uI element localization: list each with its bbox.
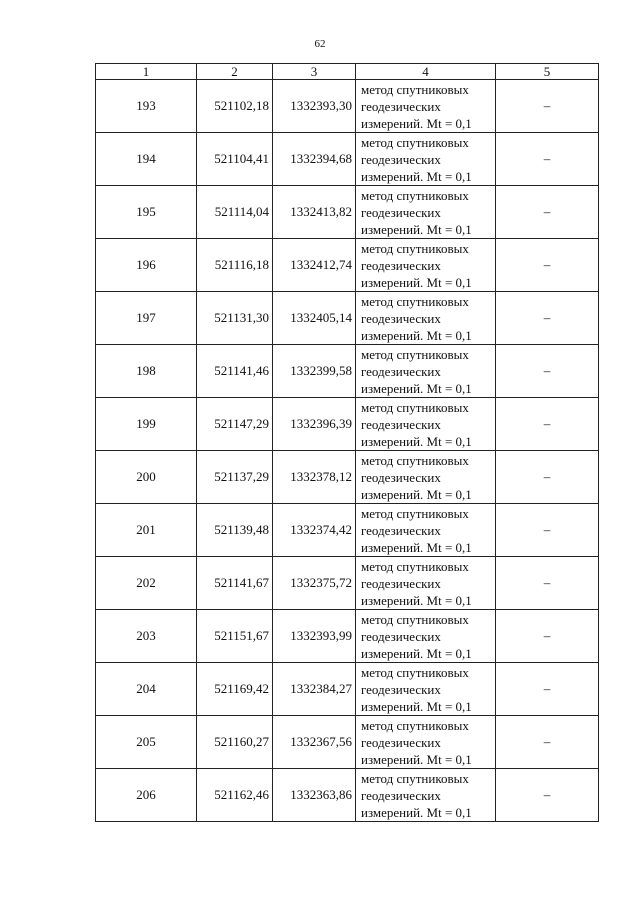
note-cell: –: [496, 557, 599, 610]
point-number-cell: 203: [96, 610, 197, 663]
method-cell: [356, 610, 496, 663]
method-line: геодезических: [361, 628, 441, 644]
method-line: измерений. Mt = 0,1: [361, 380, 472, 396]
point-number-cell: 201: [96, 504, 197, 557]
method-line: метод спутниковых: [361, 717, 469, 733]
point-number-cell: 194: [96, 133, 197, 186]
method-line: геодезических: [361, 257, 441, 273]
table-row: [96, 133, 599, 186]
method-line: геодезических: [361, 416, 441, 432]
method-line: геодезических: [361, 469, 441, 485]
method-line: метод спутниковых: [361, 505, 469, 521]
method-line: метод спутниковых: [361, 240, 469, 256]
table-row: [96, 504, 599, 557]
note-cell: –: [496, 345, 599, 398]
method-line: измерений. Mt = 0,1: [361, 592, 472, 608]
x-coordinate-cell: 521169,42: [197, 663, 273, 716]
note-cell: –: [496, 663, 599, 716]
x-coordinate-cell: 521116,18: [197, 239, 273, 292]
x-coordinate-cell: 521151,67: [197, 610, 273, 663]
note-cell: –: [496, 610, 599, 663]
x-coordinate-cell: 521104,41: [197, 133, 273, 186]
method-line: метод спутниковых: [361, 770, 469, 786]
point-number-cell: 204: [96, 663, 197, 716]
y-coordinate-cell: 1332399,58: [273, 345, 356, 398]
point-number-cell: 199: [96, 398, 197, 451]
method-line: измерений. Mt = 0,1: [361, 433, 472, 449]
y-coordinate-cell: 1332413,82: [273, 186, 356, 239]
y-coordinate-cell: 1332384,27: [273, 663, 356, 716]
note-cell: –: [496, 186, 599, 239]
y-coordinate-cell: 1332394,68: [273, 133, 356, 186]
note-cell: –: [496, 80, 599, 133]
point-number-cell: 197: [96, 292, 197, 345]
y-coordinate-cell: 1332367,56: [273, 716, 356, 769]
y-coordinate-cell: 1332412,74: [273, 239, 356, 292]
method-line: измерений. Mt = 0,1: [361, 168, 472, 184]
point-number-cell: 196: [96, 239, 197, 292]
table-row: [96, 80, 599, 133]
note-cell: –: [496, 398, 599, 451]
y-coordinate-cell: 1332393,30: [273, 80, 356, 133]
method-line: измерений. Mt = 0,1: [361, 698, 472, 714]
method-line: измерений. Mt = 0,1: [361, 274, 472, 290]
table-row: [96, 610, 599, 663]
method-cell: [356, 398, 496, 451]
point-number-cell: 202: [96, 557, 197, 610]
method-line: измерений. Mt = 0,1: [361, 645, 472, 661]
header-row: [96, 64, 599, 80]
method-cell: [356, 133, 496, 186]
table-row: [96, 769, 599, 822]
point-number-cell: 195: [96, 186, 197, 239]
x-coordinate-cell: 521139,48: [197, 504, 273, 557]
point-number-cell: 193: [96, 80, 197, 133]
point-number-cell: 198: [96, 345, 197, 398]
method-line: геодезических: [361, 734, 441, 750]
table-row: [96, 451, 599, 504]
method-line: геодезических: [361, 310, 441, 326]
method-line: метод спутниковых: [361, 452, 469, 468]
method-line: метод спутниковых: [361, 611, 469, 627]
page-number: 62: [314, 38, 326, 50]
method-line: метод спутниковых: [361, 293, 469, 309]
method-cell: [356, 345, 496, 398]
header-col-4: 4: [356, 64, 496, 80]
method-line: метод спутниковых: [361, 664, 469, 680]
note-cell: –: [496, 451, 599, 504]
table-row: [96, 716, 599, 769]
table-row: [96, 663, 599, 716]
y-coordinate-cell: 1332363,86: [273, 769, 356, 822]
note-cell: –: [496, 292, 599, 345]
method-line: метод спутниковых: [361, 399, 469, 415]
method-line: геодезических: [361, 204, 441, 220]
method-cell: [356, 504, 496, 557]
x-coordinate-cell: 521114,04: [197, 186, 273, 239]
note-cell: –: [496, 716, 599, 769]
note-cell: –: [496, 769, 599, 822]
method-cell: [356, 186, 496, 239]
point-number-cell: 200: [96, 451, 197, 504]
table-row: [96, 398, 599, 451]
coordinates-table: [95, 63, 599, 822]
y-coordinate-cell: 1332375,72: [273, 557, 356, 610]
method-cell: [356, 769, 496, 822]
x-coordinate-cell: 521131,30: [197, 292, 273, 345]
x-coordinate-cell: 521147,29: [197, 398, 273, 451]
method-line: измерений. Mt = 0,1: [361, 751, 472, 767]
method-line: метод спутниковых: [361, 134, 469, 150]
note-cell: –: [496, 504, 599, 557]
y-coordinate-cell: 1332393,99: [273, 610, 356, 663]
table-row: [96, 239, 599, 292]
header-col-3: 3: [273, 64, 356, 80]
x-coordinate-cell: 521141,67: [197, 557, 273, 610]
y-coordinate-cell: 1332405,14: [273, 292, 356, 345]
method-line: измерений. Mt = 0,1: [361, 804, 472, 820]
method-line: измерений. Mt = 0,1: [361, 115, 472, 131]
x-coordinate-cell: 521160,27: [197, 716, 273, 769]
method-line: геодезических: [361, 98, 441, 114]
table-row: [96, 345, 599, 398]
method-cell: [356, 451, 496, 504]
method-cell: [356, 557, 496, 610]
y-coordinate-cell: 1332396,39: [273, 398, 356, 451]
table-row: [96, 186, 599, 239]
method-line: измерений. Mt = 0,1: [361, 486, 472, 502]
method-cell: [356, 80, 496, 133]
header-col-2: 2: [197, 64, 273, 80]
method-line: геодезических: [361, 522, 441, 538]
method-line: геодезических: [361, 363, 441, 379]
method-line: метод спутниковых: [361, 187, 469, 203]
x-coordinate-cell: 521137,29: [197, 451, 273, 504]
method-line: геодезических: [361, 151, 441, 167]
x-coordinate-cell: 521141,46: [197, 345, 273, 398]
method-cell: [356, 663, 496, 716]
method-line: метод спутниковых: [361, 346, 469, 362]
method-cell: [356, 716, 496, 769]
method-line: измерений. Mt = 0,1: [361, 327, 472, 343]
method-cell: [356, 239, 496, 292]
point-number-cell: 206: [96, 769, 197, 822]
table-row: [96, 557, 599, 610]
method-line: метод спутниковых: [361, 558, 469, 574]
table-row: [96, 292, 599, 345]
point-number-cell: 205: [96, 716, 197, 769]
note-cell: –: [496, 239, 599, 292]
note-cell: –: [496, 133, 599, 186]
method-line: геодезических: [361, 787, 441, 803]
table-body: [96, 80, 599, 822]
method-line: измерений. Mt = 0,1: [361, 539, 472, 555]
method-line: измерений. Mt = 0,1: [361, 221, 472, 237]
method-line: геодезических: [361, 575, 441, 591]
method-line: метод спутниковых: [361, 81, 469, 97]
x-coordinate-cell: 521162,46: [197, 769, 273, 822]
x-coordinate-cell: 521102,18: [197, 80, 273, 133]
y-coordinate-cell: 1332378,12: [273, 451, 356, 504]
y-coordinate-cell: 1332374,42: [273, 504, 356, 557]
header-col-5: 5: [496, 64, 599, 80]
method-cell: [356, 292, 496, 345]
header-col-1: 1: [96, 64, 197, 80]
method-line: геодезических: [361, 681, 441, 697]
